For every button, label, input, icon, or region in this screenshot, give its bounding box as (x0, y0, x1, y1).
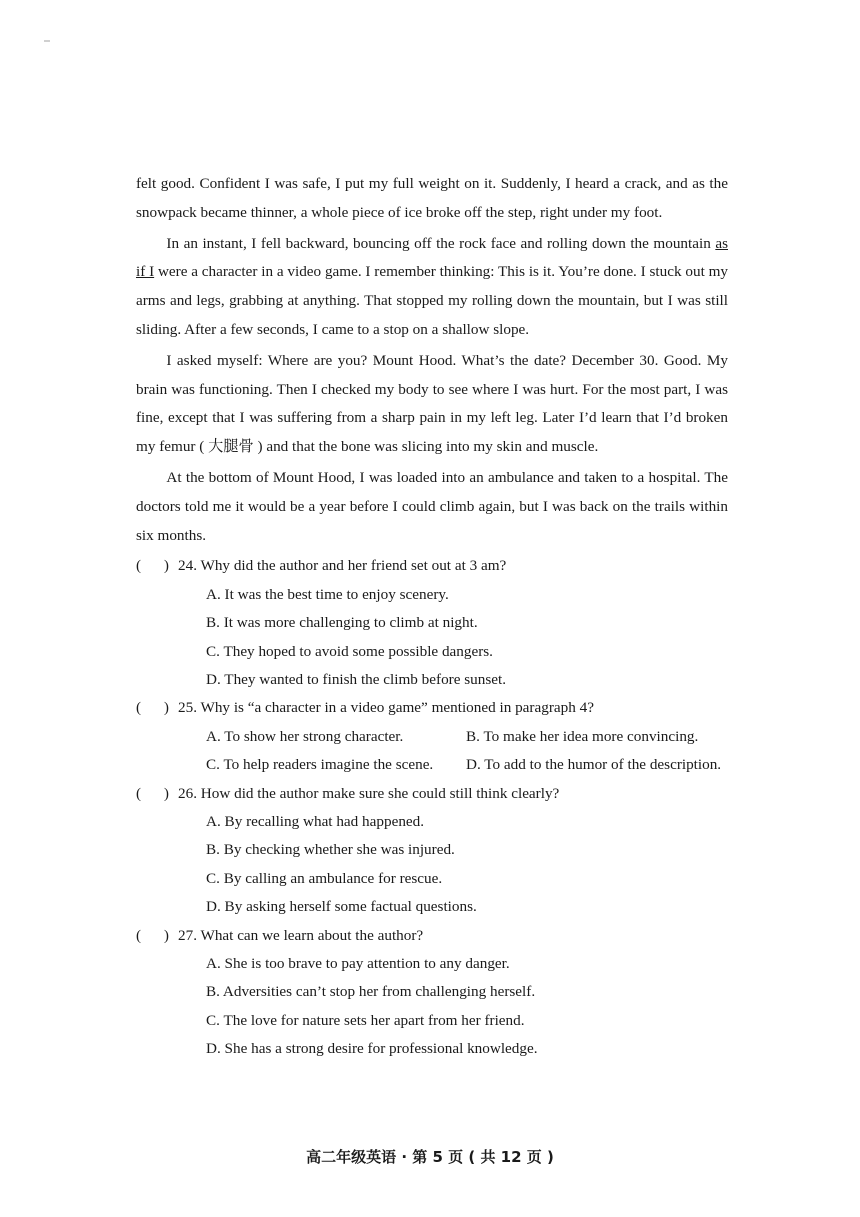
answer-blank[interactable]: ( ) (136, 784, 169, 802)
reading-passage (136, 170, 728, 1064)
answer-blank[interactable]: ( ) (136, 699, 169, 717)
passage-paragraph-1: felt good. Confident I was safe, I put my full weight on it. Suddenly, I heard a crack, and as the snowpack became thinner, a whole piece of ice broke off the step, right under my foot. (136, 175, 728, 221)
option-d: D. By asking herself some factual questions. (206, 898, 477, 916)
option-list (136, 808, 728, 922)
option-b: B. It was more challenging to climb at night. (206, 614, 478, 632)
option-d: D. She has a strong desire for professional knowledge. (206, 1040, 538, 1058)
passage-paragraph-3: I asked myself: Where are you? Mount Hood. What’s the date? December 30. Good. My brain was functioning. Then I checked my body to see where I was hurt. For the most part, I was fine, except that I was suffering from a sharp pain in my left leg. Later I’d learn that I’d broken my femur ( 大腿骨 ) and that the bone was slicing into my skin and muscle. (136, 351, 728, 456)
question-24 (136, 552, 728, 694)
option-b: B. To make her idea more convincing. (466, 727, 699, 745)
option-c: C. To help readers imagine the scene. (206, 756, 434, 774)
option-c: C. The love for nature sets her apart from her friend. (206, 1011, 525, 1029)
underlined-phrase: as if I (136, 234, 728, 281)
option-b: B. By checking whether she was injured. (206, 841, 455, 859)
answer-blank[interactable]: ( ) (136, 557, 169, 575)
answer-blank[interactable]: ( ) (136, 926, 169, 944)
scan-mark (44, 40, 50, 42)
option-c: C. They hoped to avoid some possible dangers. (206, 642, 493, 660)
option-a: A. It was the best time to enjoy scenery. (206, 585, 449, 603)
option-a: A. She is too brave to pay attention to any danger. (206, 955, 510, 973)
option-list (136, 950, 728, 1064)
option-d: D. They wanted to finish the climb before sunset. (206, 670, 507, 688)
question-stem: 24. Why did the author and her friend set out at 3 am? (178, 557, 507, 575)
question-26 (136, 780, 728, 922)
question-27 (136, 922, 728, 1064)
paragraph-2-text-before: In an instant, I fell backward, bouncing off the rock face and rolling down the mountain (166, 234, 716, 252)
passage-paragraph-2 (136, 230, 728, 345)
passage-paragraph-4: At the bottom of Mount Hood, I was loaded into an ambulance and taken to a hospital. The doctors told me it would be a year before I could climb again, but I was back on the trails within six months. (136, 468, 728, 544)
option-d: D. To add to the humor of the description. (466, 756, 722, 774)
option-c: C. By calling an ambulance for rescue. (206, 869, 443, 887)
option-list (136, 581, 728, 695)
question-stem: 25. Why is “a character in a video game” mentioned in paragraph 4? (178, 699, 594, 717)
paragraph-2-text-after: were a character in a video game. I remember thinking: This is it. You’re done. I stuck out my arms and legs, grabbing at anything. That stopped my rolling down the mountain, but I was still sliding. After a few seconds, I came to a stop on a shallow slope. (136, 263, 728, 338)
question-stem: 26. How did the author make sure she could still think clearly? (178, 784, 560, 802)
option-a: A. To show her strong character. (206, 727, 404, 745)
option-b: B. Adversities can’t stop her from challenging herself. (206, 983, 536, 1001)
page-footer: 高二年级英语 · 第 5 页 ( 共 12 页 ) (306, 1148, 554, 1166)
option-a: A. By recalling what had happened. (206, 813, 425, 831)
question-stem: 27. What can we learn about the author? (178, 926, 424, 944)
option-list (136, 723, 728, 780)
question-25 (136, 694, 728, 779)
